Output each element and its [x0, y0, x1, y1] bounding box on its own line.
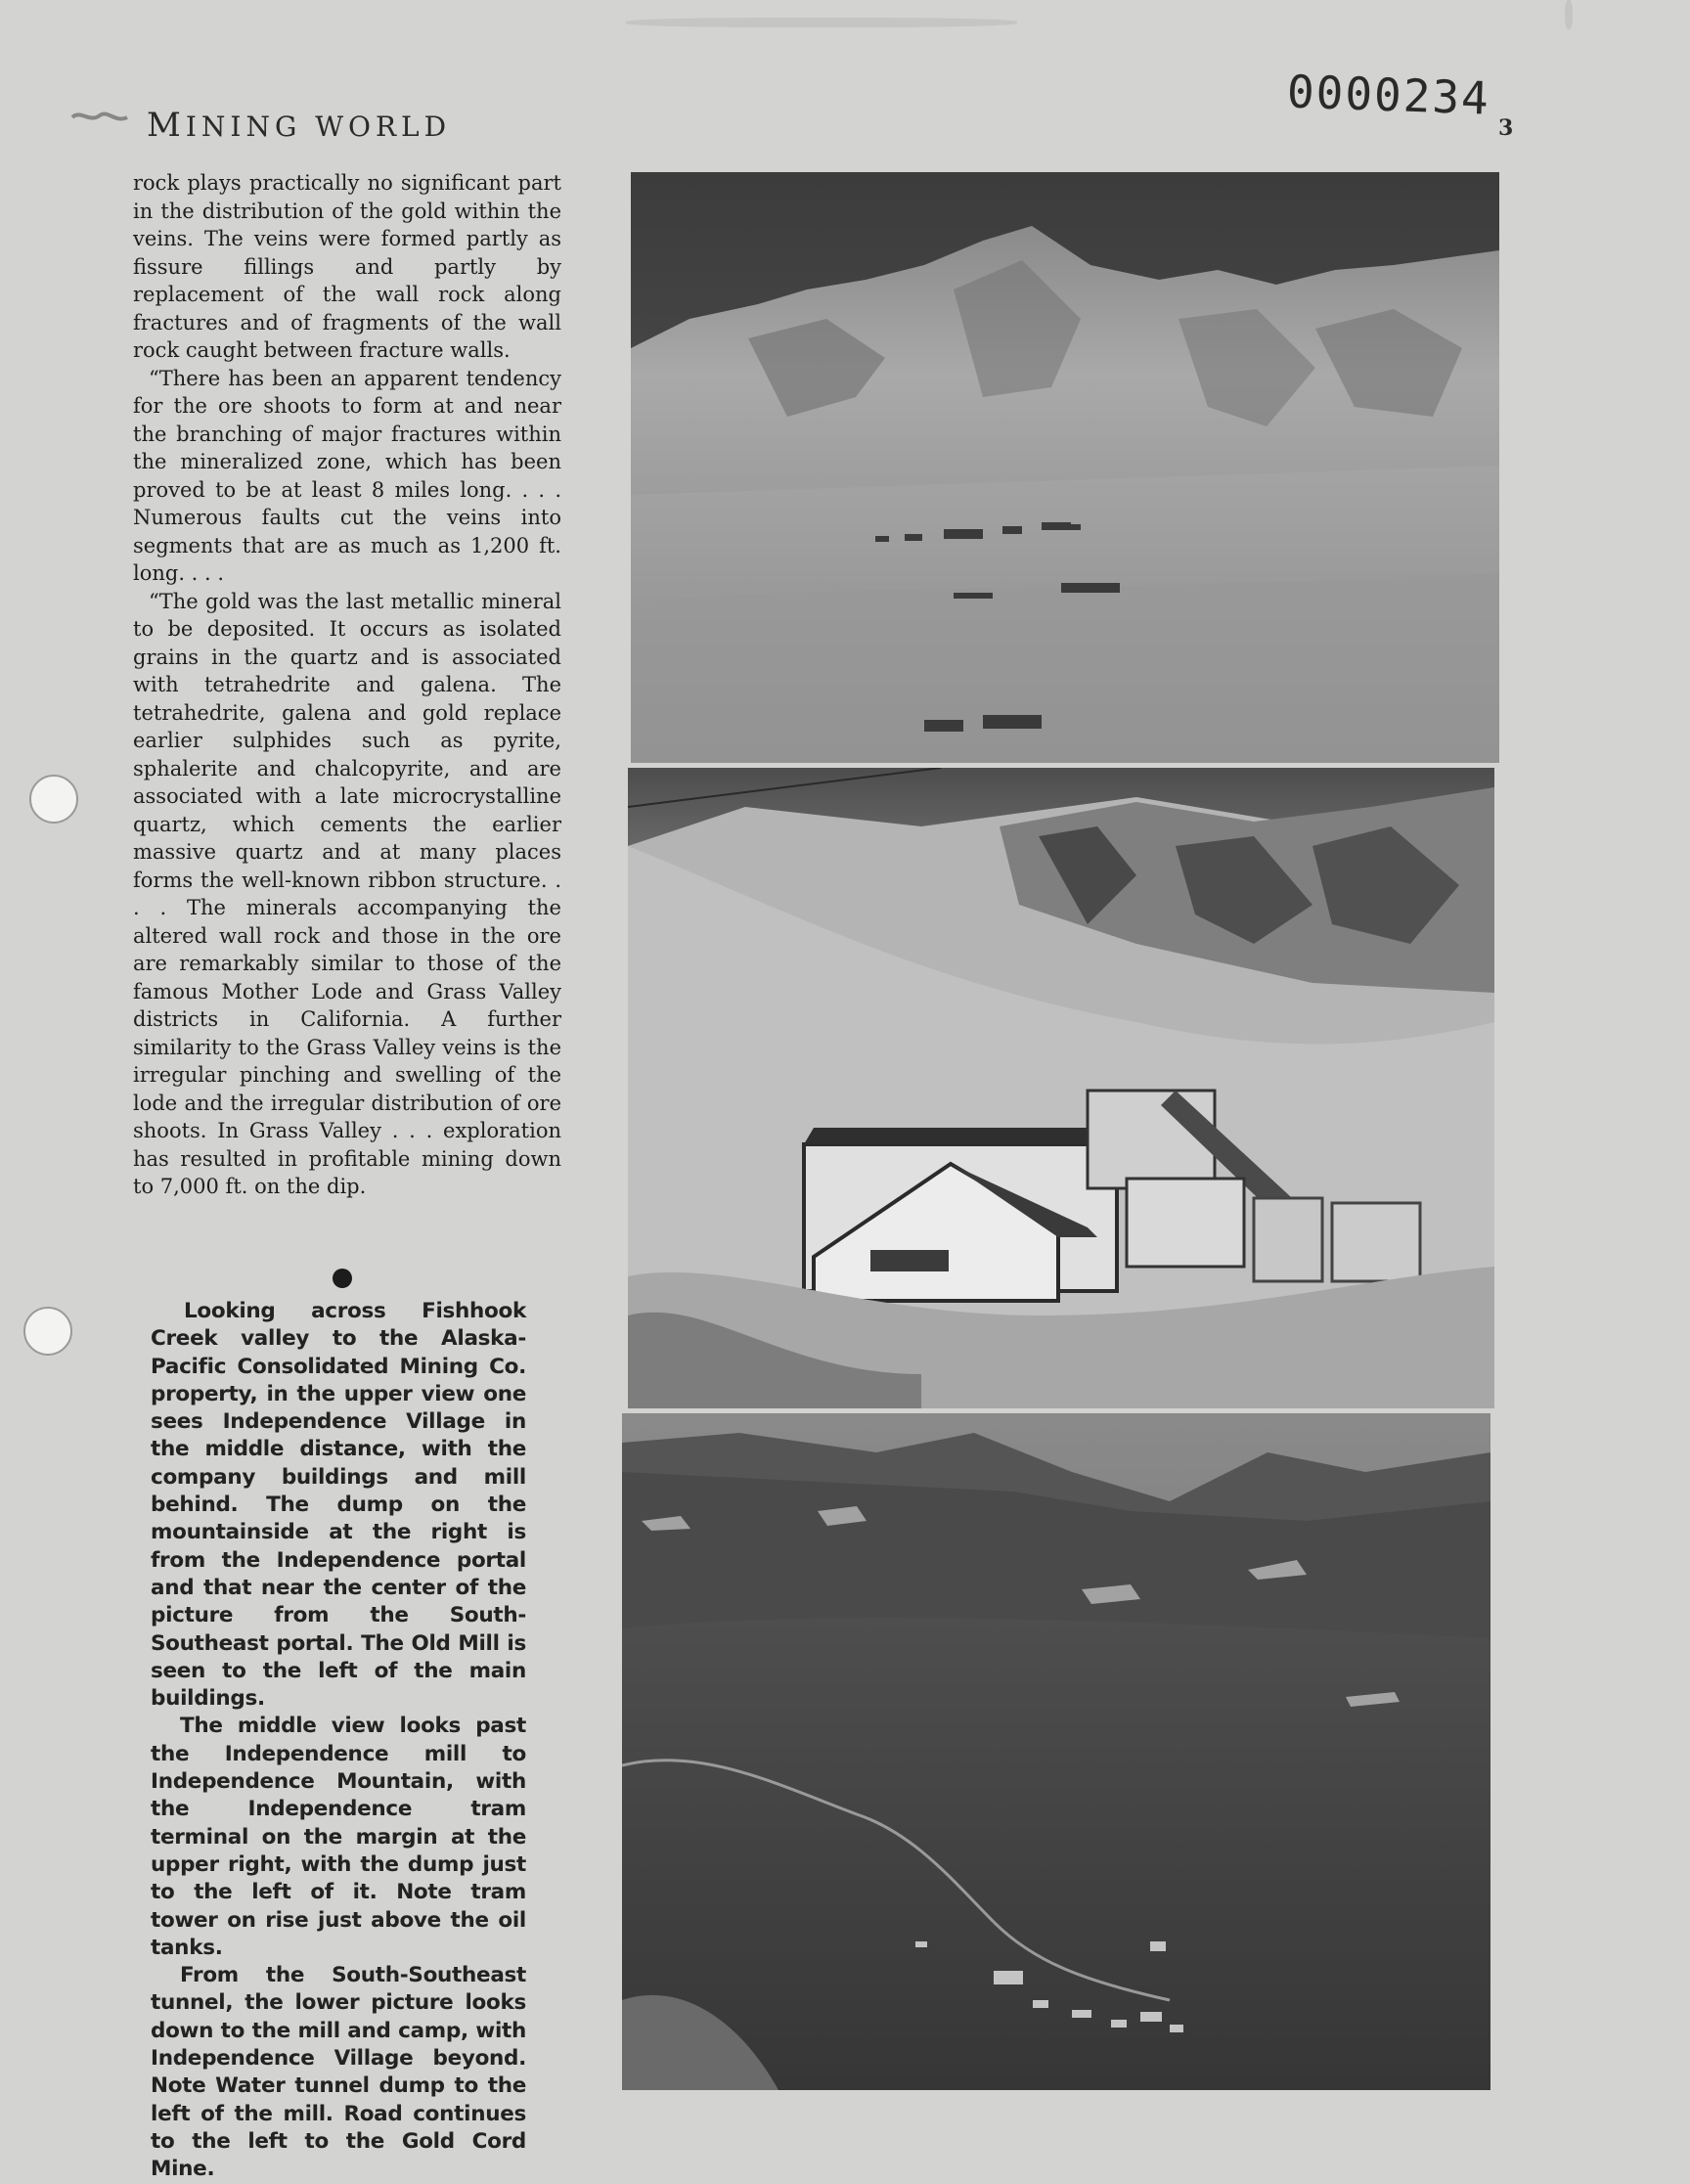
- section-bullet: [333, 1269, 352, 1288]
- publication-initial: M: [147, 106, 186, 145]
- body-paragraph: “There has been an apparent tendency for the ore shoots to form at and near the branching of major fractures within the mineralized zone, which has been proved to be at least 8 miles long. . . . Numerous faults cut the veins into segments that are as much as 1,200 ft. long. . . .: [133, 366, 561, 585]
- top-smudge: [626, 18, 1017, 27]
- body-paragraph: rock plays practically no significant part in the distribution of the gold within the veins. The veins were formed partly as fissure fillings and partly by replacement of the wall rock along fractures and of fragments of the wall rock caught between fracture walls.: [133, 171, 561, 362]
- punch-hole: [23, 1307, 72, 1356]
- document-number: 0000234: [1286, 65, 1491, 125]
- mountain-photo-icon: [631, 172, 1499, 763]
- article-body: [133, 169, 561, 1201]
- photo-caption: [151, 1298, 526, 2184]
- caption-paragraph: The middle view looks past the Independence mill to Independence Mountain, with the Independence tram terminal on the margin at the upper right, with the dump just to the left of it. Note tram tower on rise just above the oil tanks.: [151, 1714, 526, 1960]
- photo-upper-view: [631, 172, 1499, 763]
- caption-paragraph: From the South-Southeast tunnel, the lower picture looks down to the mill and camp, with Independence Village beyond. Note Water tunnel dump to the left of the mill. Road continues to the left to the Gold Cord Mine.: [151, 1963, 526, 2182]
- edge-smudge: [1565, 0, 1573, 29]
- photo-middle-view: [628, 768, 1494, 1408]
- document-number-subscript: 3: [1498, 115, 1514, 141]
- publication-name: INING WORLD: [185, 111, 452, 143]
- body-paragraph: “The gold was the last metallic mineral to be deposited. It occurs as isolated grains in the quartz and is associated with tetrahedrite and galena. The tetrahedrite, galena and gold replace earlier sulphides such as pyrite, sphalerite and chalcopyrite, and are associated with a late microcrystalline quartz, which cements the earlier massive quartz and at many places forms the well-known ribbon structure. . . . The minerals accompanying the altered wall rock and those in the ore are remarkably similar to those of the famous Mother Lode and Grass Valley districts in California. A further similarity to the Grass Valley veins is the irregular pinching and swelling of the lode and the irregular distribution of ore shoots. In Grass Valley . . . exploration has resulted in profitable mining down to 7,000 ft. on the dip.: [133, 589, 561, 1198]
- caption-paragraph: Looking across Fishhook Creek valley to the Alaska-Pacific Consolidated Mining Co. property, in the upper view one sees Independence Village in the middle distance, with the company buildings and mill behind. The dump on the mountainside at the right is from the Independence portal and that near the center of the picture from the South-Southeast portal. The Old Mill is seen to the left of the main buildings.: [151, 1299, 526, 1712]
- smudge-mark-icon: [70, 106, 129, 127]
- photo-lower-view: [622, 1413, 1490, 2090]
- publication-header: [147, 106, 451, 145]
- punch-hole: [29, 775, 78, 824]
- valley-photo-icon: [622, 1413, 1490, 2090]
- mill-photo-icon: [628, 768, 1494, 1408]
